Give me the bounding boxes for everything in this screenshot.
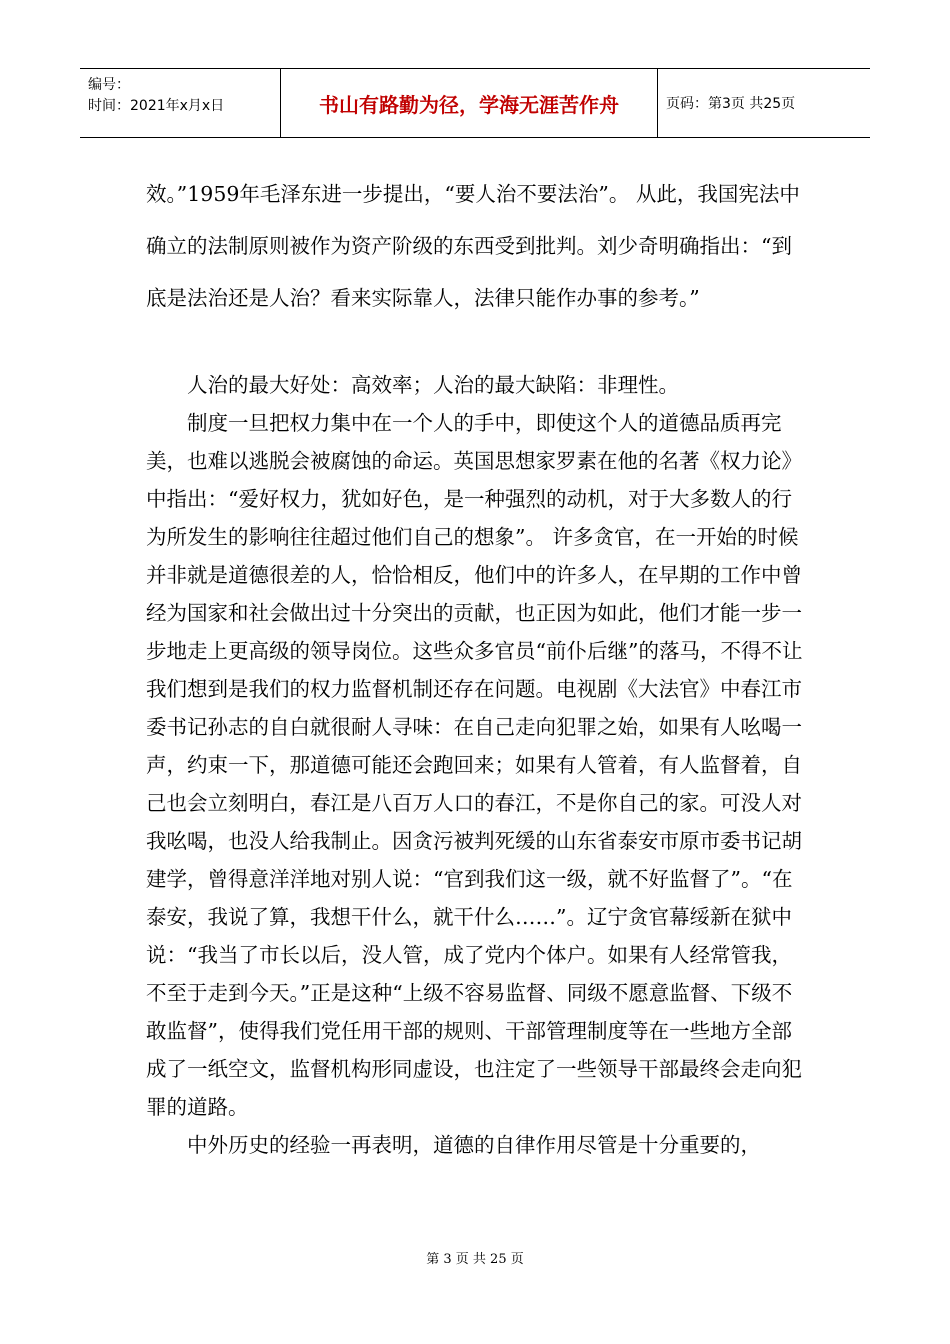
header-meta (80, 69, 280, 137)
page-footer: 第 3 页 共 25 页 (426, 1252, 524, 1267)
paragraph-continuation: 效。”1959年毛泽东进一步提出，“要人治不要法治”。 从此，我国宪法中确立的法制原则被作为资产阶级的东西受到批判。刘少奇明确指出：“到底是法治还是人治？看来实际靠人，法律只能作办事的参考。” (146, 182, 800, 310)
page-header (80, 68, 870, 138)
header-motto: 书山有路勤为径，学海无涯苦作舟 (280, 69, 658, 137)
document-time-label: 时间：2021年x月x日 (88, 98, 225, 114)
paragraph-power-concentration: 制度一旦把权力集中在一个人的手中，即使这个人的道德品质再完美，也难以逃脱会被腐蚀的命运。英国思想家罗素在他的名著《权力论》中指出：“爱好权力，犹如好色，是一种强烈的动机，对于大多数人的行为所发生的影响往往超过他们自己的想象”。 许多贪官，在一开始的时候并非就是道德很差的人，恰恰相反，他们中的许多人，在早期的工作中曾经为国家和社会做出过十分突出的贡献，也正因为如此，他们才能一步一步地走上更高级的领导岗位。这些众多官员“前仆后继”的落马，不得不让我们想到是我们的权力监督机制还存在问题。电视剧《大法官》中春江市委书记孙志的自白就很耐人寻味：在自己走向犯罪之始，如果有人吆喝一声，约束一下，那道德可能还会跑回来；如果有人管着，有人监督着，自己也会立刻明白，春江是八百万人口的春江，不是你自己的家。可没人对我吆喝，也没人给我制止。因贪污被判死缓的山东省泰安市原市委书记胡建学，曾得意洋洋地对别人说：“官到我们这一级，就不好监督了”。“在泰安，我说了算，我想干什么，就干什么……”。辽宁贪官幕绥新在狱中说：“我当了市长以后，没人管，成了党内个体户。如果有人经常管我，不至于走到今天。”正是这种“上级不容易监督、同级不愿意监督、下级不敢监督”，使得我们党任用干部的规则、干部管理制度等在一些地方全部成了一纸空文，监督机构形同虚设，也注定了一些领导干部最终会走向犯罪的道路。 (146, 411, 803, 1119)
header-page-info: 页码：第3页 共25页 (666, 96, 796, 112)
document-number-label: 编号： (88, 77, 130, 93)
summary-line: 人治的最大好处：高效率；人治的最大缺陷：非理性。 (187, 373, 679, 397)
paragraph-section-a (146, 168, 806, 324)
paragraph-section-b (146, 366, 806, 1164)
paragraph-history-lessons: 中外历史的经验一再表明，道德的自律作用尽管是十分重要的， (187, 1133, 761, 1157)
